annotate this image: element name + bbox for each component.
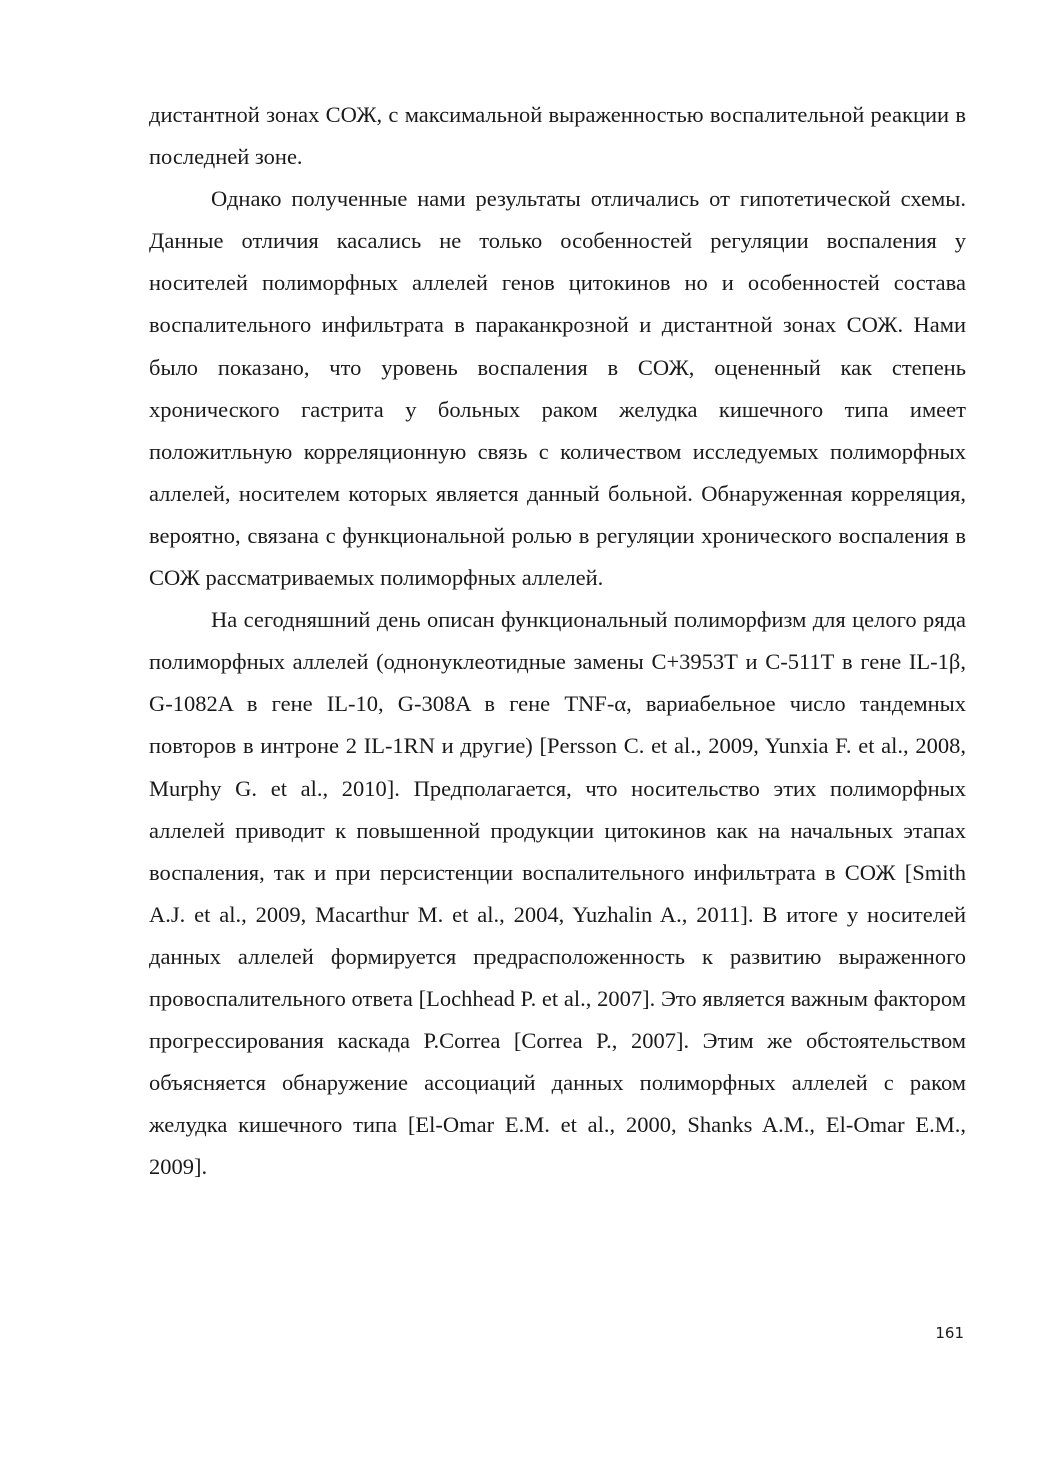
page-number: 161 — [935, 1324, 964, 1342]
paragraph-2: Однако полученные нами результаты отличались от гипотетической схемы. Данные отличия касались не только особенностей регуляции воспаления у носителей полиморфных аллелей генов цитокинов но и особенностей состава воспалительного инфильтрата в параканкрозной и дистантной зонах СОЖ. Нами было показано, что уровень воспаления в СОЖ, оцененный как степень хронического гастрита у больных раком желудка кишечного типа имеет положитльную корреляционную связь с количеством исследуемых полиморфных аллелей, носителем которых является данный больной. Обнаруженная корреляция, вероятно, связана с функциональной ролью в регуляции хронического воспаления в СОЖ рассматриваемых полиморфных аллелей. — [149, 186, 966, 591]
body-text — [149, 94, 966, 1188]
paragraph-3: На сегодняшний день описан функциональный полиморфизм для целого ряда полиморфных аллелей (однонуклеотидные замены С+3953Т и С-511Т в гене IL-1β, G-1082A в гене IL-10, G-308A в гене TNF-α, вариабельное число тандемных повторов в интроне 2 IL-1RN и другие) [Persson C. et al., 2009, Yunxia F. et al., 2008, Murphy G. et al., 2010]. Предполагается, что носительство этих полиморфных аллелей приводит к повышенной продукции цитокинов как на начальных этапах воспаления, так и при персистенции воспалительного инфильтрата в СОЖ [Smith A.J. et al., 2009, Macarthur M. et al., 2004, Yuzhalin A., 2011]. В итоге у носителей данных аллелей формируется предрасположенность к развитию выраженного провоспалительного ответа [Lochhead P. et al., 2007]. Это является важным фактором прогрессирования каскада P.Correa [Correa P., 2007]. Этим же обстоятельством объясняется обнаружение ассоциаций данных полиморфных аллелей с раком желудка кишечного типа [El-Omar E.M. et al., 2000, Shanks A.M., El-Omar E.M., 2009]. — [149, 607, 966, 1180]
paragraph-1: дистантной зонах СОЖ, с максимальной выраженностью воспалительной реакции в последней зоне. — [149, 102, 966, 170]
